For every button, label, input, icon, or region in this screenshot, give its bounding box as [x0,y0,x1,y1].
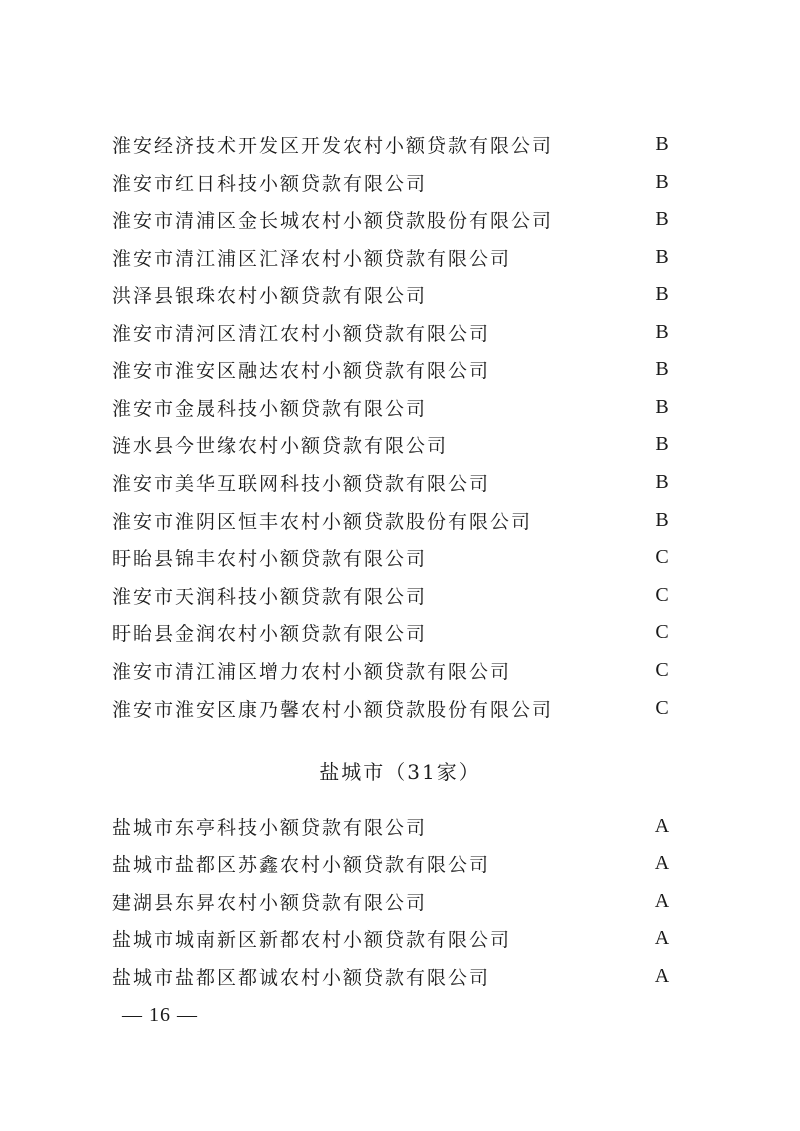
company-name: 建湖县东昇农村小额贷款有限公司 [112,891,428,914]
company-grade: A [654,851,670,874]
company-row [112,129,672,159]
company-grade: A [654,964,670,987]
company-grade: A [654,926,670,949]
company-row [112,693,672,723]
company-grade: B [655,207,669,230]
company-row [112,655,672,685]
company-row [112,242,672,272]
company-name: 洪泽县银珠农村小额贷款有限公司 [112,284,428,307]
company-row [112,204,672,234]
company-grade: B [655,357,669,380]
company-name: 盐城市盐都区苏鑫农村小额贷款有限公司 [112,853,491,876]
company-grade: C [655,545,669,568]
company-row [112,923,672,953]
company-grade: B [655,432,669,455]
company-grade: A [654,889,670,912]
company-name: 淮安市金晟科技小额贷款有限公司 [112,397,428,420]
page-number: — 16 — [122,1004,198,1026]
company-name: 盐城市盐都区都诚农村小额贷款有限公司 [112,966,491,989]
company-row [112,617,672,647]
company-row [112,167,672,197]
company-name: 淮安市美华互联网科技小额贷款有限公司 [112,472,491,495]
company-name: 淮安市淮阴区恒丰农村小额贷款股份有限公司 [112,510,533,533]
company-row [112,467,672,497]
company-name: 淮安市红日科技小额贷款有限公司 [112,172,428,195]
company-name: 盐城市城南新区新都农村小额贷款有限公司 [112,928,512,951]
company-grade: C [655,583,669,606]
company-grade: B [655,282,669,305]
company-name: 淮安市清江浦区增力农村小额贷款有限公司 [112,660,512,683]
company-row [112,279,672,309]
company-name: 淮安市清浦区金长城农村小额贷款股份有限公司 [112,209,554,232]
company-grade: C [655,696,669,719]
company-row [112,811,672,841]
company-row [112,392,672,422]
company-row [112,961,672,991]
company-name: 淮安市淮安区融达农村小额贷款有限公司 [112,359,491,382]
company-name: 淮安经济技术开发区开发农村小额贷款有限公司 [112,134,554,157]
company-grade: B [655,132,669,155]
company-row [112,429,672,459]
company-row [112,354,672,384]
company-grade: B [655,320,669,343]
company-name: 淮安市淮安区康乃馨农村小额贷款股份有限公司 [112,698,554,721]
company-name: 盱眙县锦丰农村小额贷款有限公司 [112,547,428,570]
company-row [112,886,672,916]
company-grade: B [655,245,669,268]
company-row [112,317,672,347]
section-heading: 盐城市（31家） [319,760,481,784]
company-grade: C [655,620,669,643]
company-grade: A [654,814,670,837]
company-name: 淮安市天润科技小额贷款有限公司 [112,585,428,608]
company-row [112,848,672,878]
company-name: 盐城市东亭科技小额贷款有限公司 [112,816,428,839]
company-grade: B [655,170,669,193]
company-name: 涟水县今世缘农村小额贷款有限公司 [112,434,449,457]
company-row [112,505,672,535]
company-name: 盱眙县金润农村小额贷款有限公司 [112,622,428,645]
company-grade: C [655,658,669,681]
company-row [112,580,672,610]
company-name: 淮安市清江浦区汇泽农村小额贷款有限公司 [112,247,512,270]
company-name: 淮安市清河区清江农村小额贷款有限公司 [112,322,491,345]
company-grade: B [655,395,669,418]
company-grade: B [655,508,669,531]
company-grade: B [655,470,669,493]
company-row [112,542,672,572]
